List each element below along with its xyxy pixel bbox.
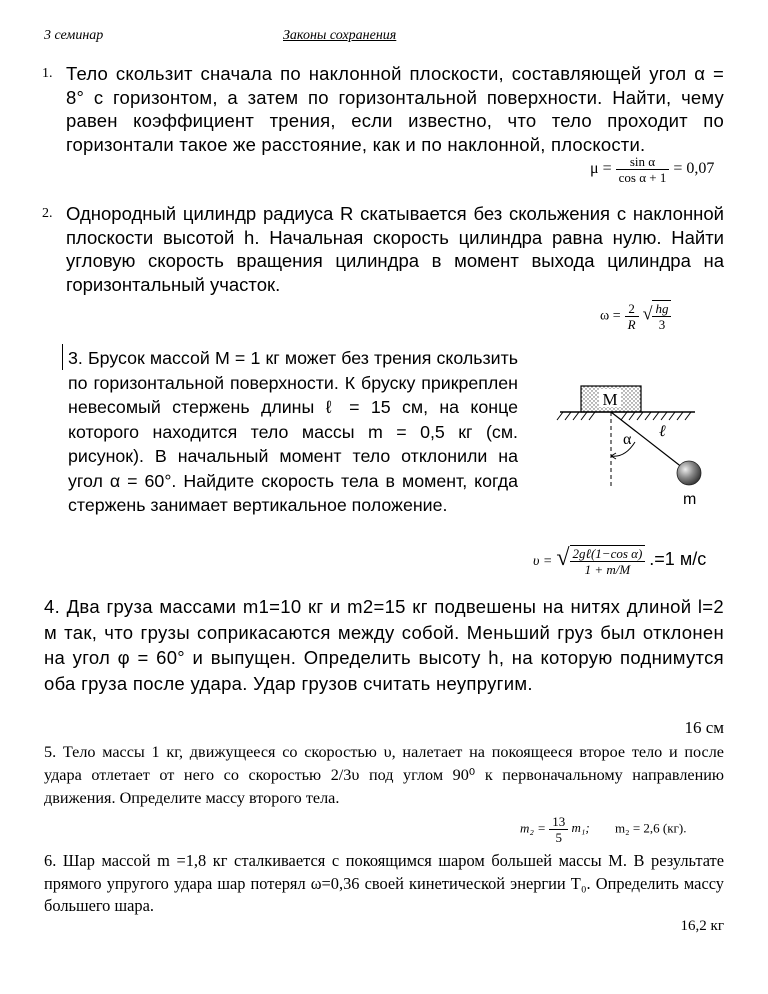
problem-4-answer: 16 см <box>684 718 724 737</box>
problem-1-answer: μ = $\frac{\text{sin α}}{\text{cos α + 1}}$ = 0,07 <box>590 154 715 185</box>
problem-2-root: $\frac{hg}{3}$ <box>652 300 671 332</box>
problem-2-fraction: $\frac{2}{R}$ <box>625 301 639 332</box>
problem-2-text: Однородный цилиндр радиуса R скатывается без скольжения с наклонной плоскости высотой h. Начальная скорость цилиндра равна нулю. Найти угловую скорость вращения цилиндра в момент выхода цилиндра на горизонтальный участок. <box>66 203 724 295</box>
problem-1-text: Тело скользит сначала по наклонной плоскости, составляющей угол α = 8° с горизонтом, а затем по горизонтальной поверхности. Найти, чему равен коэффициент трения, если известно, что тело проходит по горизонтали такое же расстояние, как и по наклонной, плоскости. <box>66 63 724 155</box>
angle-label: α <box>623 431 632 448</box>
ball-shape <box>677 461 701 485</box>
seminar-label: 3 семинар <box>44 28 104 43</box>
problem-6-text: 6. Шар массой m =1,8 кг сталкивается с покоящимся шаром большей массы M. В результате прямого упругого удара шар потерял ω=0,36 своей кинетической энергии T₀. Определить массу большего шара. <box>44 851 724 915</box>
problem-5-fraction: $\frac{13}{5}$ <box>549 814 568 845</box>
problem-3-fraction: $\frac{\text{2gℓ(1−cos α)}}{1 + m/M}$ <box>570 545 646 577</box>
problem-3-answer: υ = √ $\frac{\text{2gℓ(1−cos α)}}{1 + m/M}$ .=1 м/с <box>533 545 707 578</box>
surface-hatch <box>557 412 691 420</box>
problem-5-text: 5. Тело массы 1 кг, движущееся со скоростью υ, налетает на покоящееся второе тело и после удара отлетает от него со скоростью 2/3υ под углом 90⁰ к первоначальному направлению движения. Определите массу второго тела. <box>44 743 724 807</box>
rod-label: ℓ <box>659 423 666 440</box>
block-label: M <box>602 390 618 409</box>
problem-6-answer: 16,2 кг <box>680 918 724 934</box>
problem-5-answer: m₂ = $\frac{13}{5}$ m₁; m₂ = 2,6 (кг). <box>520 814 687 845</box>
topic-title: Законы сохранения <box>283 28 397 43</box>
text-cursor-line <box>62 344 63 370</box>
problem-2-number: 2. <box>42 206 53 221</box>
problem-1-number: 1. <box>42 66 53 81</box>
problem-2-answer: ω = $\frac{2}{R}$ √ $\frac{hg}{3}$ <box>600 300 671 332</box>
problem-4-text: 4. Два груза массами m1=10 кг и m2=15 кг подвешены на нитях длиной l=2 м так, что грузы соприкасаются между собой. Меньший груз был отклонен на угол φ = 60° и выпущен. Определить высоту h, на которую поднимутся оба груза после удара. Удар грузов считать неупругим. <box>44 596 724 694</box>
pendulum-figure <box>555 378 715 513</box>
ball-label: m <box>683 491 697 508</box>
problem-1-fraction: $\frac{\text{sin α}}{\text{cos α + 1}}$ <box>616 154 670 185</box>
problem-3-text: 3. Брусок массой М = 1 кг может без трения скользить по горизонтальной поверхности. К бруску прикреплен невесомый стержень длины ℓ = 15 см, на конце которого находится тело массы m = 0,5 кг (см. рисунок). В начальный момент тело отклонили на угол α = 60°. Найдите скорость тела в момент, когда стержень занимает вертикальное положение. <box>68 348 518 515</box>
rod-line <box>611 412 683 468</box>
